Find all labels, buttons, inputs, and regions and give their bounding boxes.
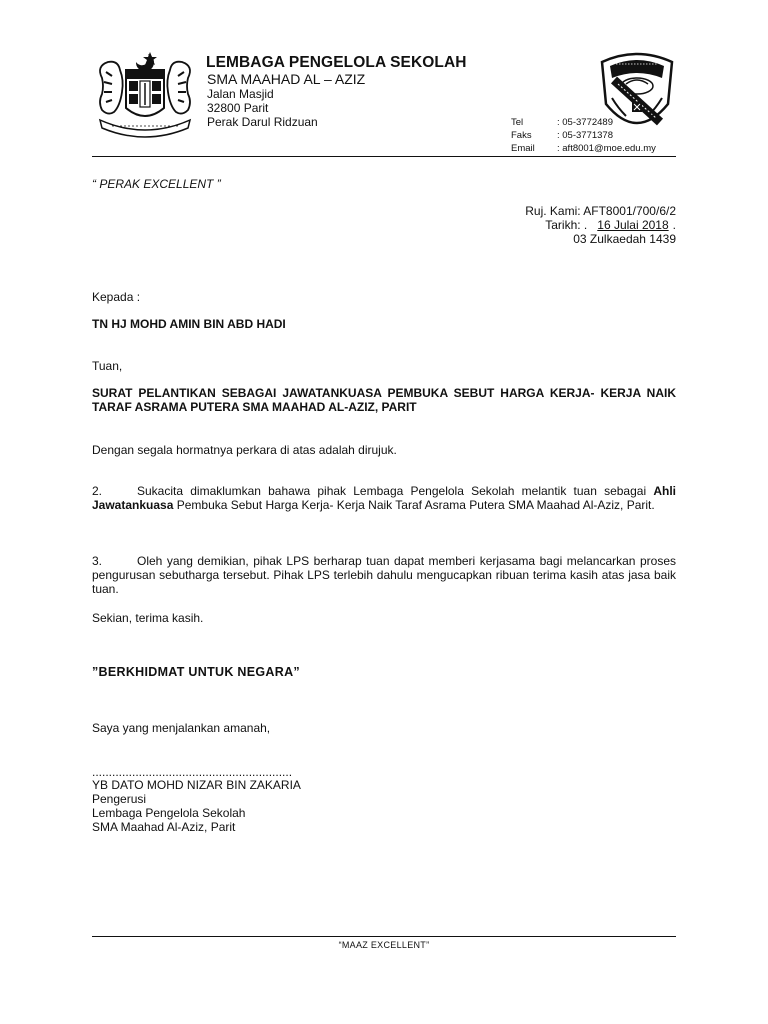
footer-divider [92, 936, 676, 937]
contact-block [511, 116, 656, 155]
closing-text: Sekian, terima kasih. [92, 611, 204, 625]
paragraph-text: Sukacita dimaklumkan bahawa pihak Lembaga Pengelola Sekolah melantik tuan sebagai [137, 484, 654, 498]
recipient-name: TN HJ MOHD AMIN BIN ABD HADI [92, 317, 286, 331]
signatory-school: SMA Maahad Al-Aziz, Parit [92, 820, 236, 834]
paragraph-text: Oleh yang demikian, pihak LPS berharap tuan dapat memberi kerjasama bagi melancarkan proses pengurusan sebutharga tersebut. Pihak LPS terlebih dahulu mengucapkan ribuan terima kasih atas jasa baik tuan. [92, 554, 676, 596]
motto-berkhidmat: ”BERKHIDMAT UNTUK NEGARA” [92, 665, 300, 679]
contact-label: Email [511, 143, 535, 154]
org-name: LEMBAGA PENGELOLA SEKOLAH [206, 54, 467, 71]
contact-value: : 05-3771378 [557, 130, 613, 141]
kepada-label: Kepada : [92, 290, 141, 304]
signatory-org: Lembaga Pengelola Sekolah [92, 806, 246, 820]
contact-row [511, 129, 656, 142]
paragraph-text: Pembuka Sebut Harga Kerja- Kerja Naik Taraf Asrama Putera SMA Maahad Al-Aziz, Parit. [173, 498, 655, 512]
paragraph-number: 3. [92, 554, 103, 568]
date-value: 16 Julai 2018 [597, 218, 669, 232]
contact-row [511, 116, 656, 129]
header-divider [92, 156, 676, 157]
malaysia-coat-of-arms-icon [92, 48, 198, 140]
date-suffix: . [672, 218, 676, 232]
date-prefix: . [583, 218, 588, 232]
paragraph-bold-text: Ahli Jawatankuasa [92, 484, 676, 512]
school-name: SMA MAAHAD AL – AZIZ [207, 71, 366, 87]
address-line-3: Perak Darul Ridzuan [207, 115, 318, 129]
contact-value: : aft8001@moe.edu.my [557, 143, 656, 154]
date-label: Tarikh: [545, 218, 581, 232]
paragraph-number: 2. [92, 484, 103, 498]
contact-value: : 05-3772489 [557, 117, 613, 128]
motto-top: “ PERAK EXCELLENT ” [92, 177, 221, 191]
paragraph-2 [92, 484, 676, 512]
date-line [545, 218, 676, 232]
signatory-title: Pengerusi [92, 792, 147, 806]
address-line-2: 32800 Parit [207, 101, 269, 115]
salutation: Tuan, [92, 359, 123, 373]
signature-line: ............................................................ [92, 765, 293, 779]
contact-label: Tel [511, 117, 524, 128]
paragraph-3 [92, 554, 676, 596]
contact-label: Faks [511, 130, 532, 141]
contact-row [511, 142, 656, 155]
signatory-name: YB DATO MOHD NIZAR BIN ZAKARIA [92, 778, 301, 792]
paragraph-1: Dengan segala hormatnya perkara di atas adalah dirujuk. [92, 443, 397, 457]
reference-number: Ruj. Kami: AFT8001/700/6/2 [525, 204, 676, 218]
address-line-1: Jalan Masjid [207, 87, 274, 101]
letter-subject: SURAT PELANTIKAN SEBAGAI JAWATANKUASA PEMBUKA SEBUT HARGA KERJA- KERJA NAIK TARAF ASRAMA PUTERA SMA MAAHAD AL-AZIZ, PARIT [92, 386, 676, 414]
footer-motto: “MAAZ EXCELLENT” [338, 940, 430, 950]
amanah-text: Saya yang menjalankan amanah, [92, 721, 271, 735]
hijri-date: 03 Zulkaedah 1439 [573, 232, 676, 246]
